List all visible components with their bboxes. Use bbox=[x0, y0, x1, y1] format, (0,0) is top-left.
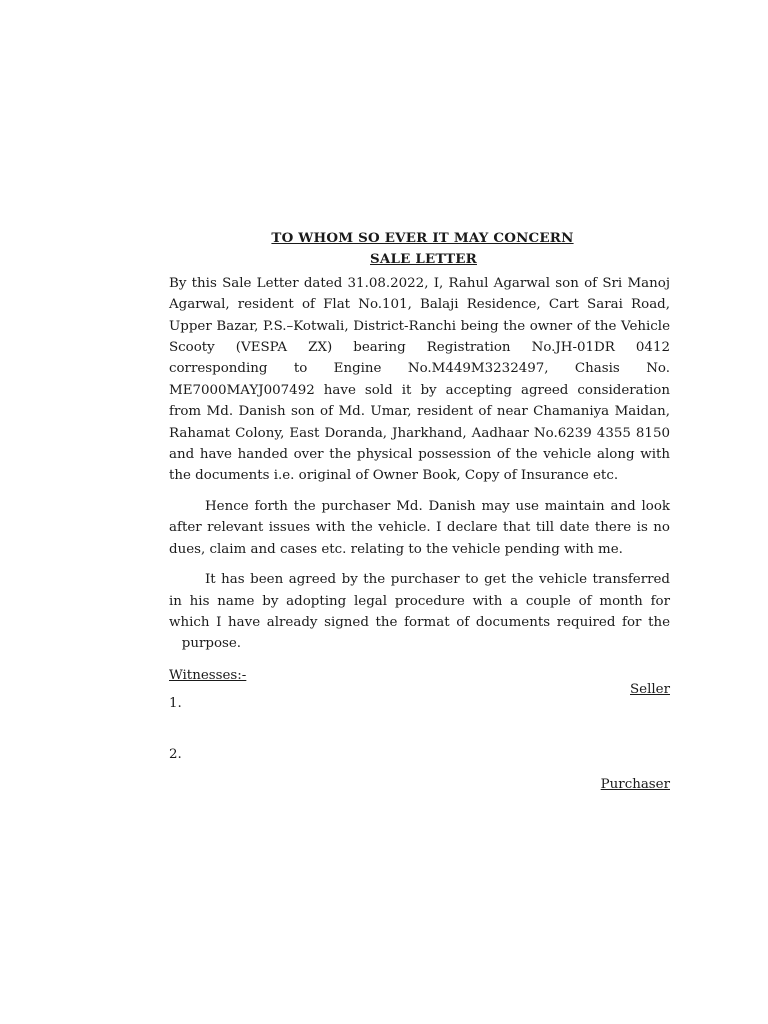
document-title: TO WHOM SO EVER IT MAY CONCERN bbox=[271, 230, 574, 246]
document-subtitle: SALE LETTER bbox=[370, 251, 477, 268]
witness-1-marker: 1. bbox=[169, 695, 182, 711]
purchaser-label: Purchaser bbox=[600, 776, 670, 792]
paragraph-purchaser-rights: Hence forth the purchaser Md. Danish may use maintain and look after relevant issues with the vehicle. I declare that till date there is no dues, claim and cases etc. relating to the vehicle pending with me. bbox=[169, 498, 670, 557]
paragraph-sale-details: By this Sale Letter dated 31.08.2022, I, Rahul Agarwal son of Sri Manoj Agarwal, resident of Flat No.101, Balaji Residence, Cart Sarai Road, Upper Bazar, P.S.–Kotwali, District-Ranchi being the owner of the Vehicle Scooty (VESPA ZX) bearing Registration No.JH-01DR 0412 corresponding to Engine No.M449M3232497, Chasis No. ME7000MAYJ007492 have sold it by accepting agreed consideration from Md. Danish son of Md. Umar, resident of near Chamaniya Maidan, Rahamat Colony, East Doranda, Jharkhand, Aadhaar No.6239 4355 8150 and have handed over the physical possession of the vehicle along with the documents i.e. original of Owner Book, Copy of Insurance etc. bbox=[169, 275, 670, 484]
document-page bbox=[169, 228, 670, 805]
paragraph-transfer-agreement: It has been agreed by the purchaser to get the vehicle transferred in his name by adopting legal procedure with a couple of month for which I have already signed the format of documents required for the purpose. bbox=[169, 572, 670, 652]
witnesses-label: Witnesses:- bbox=[169, 667, 247, 683]
seller-label: Seller bbox=[630, 681, 670, 697]
witness-2-marker: 2. bbox=[169, 746, 182, 762]
signature-block bbox=[169, 665, 670, 805]
